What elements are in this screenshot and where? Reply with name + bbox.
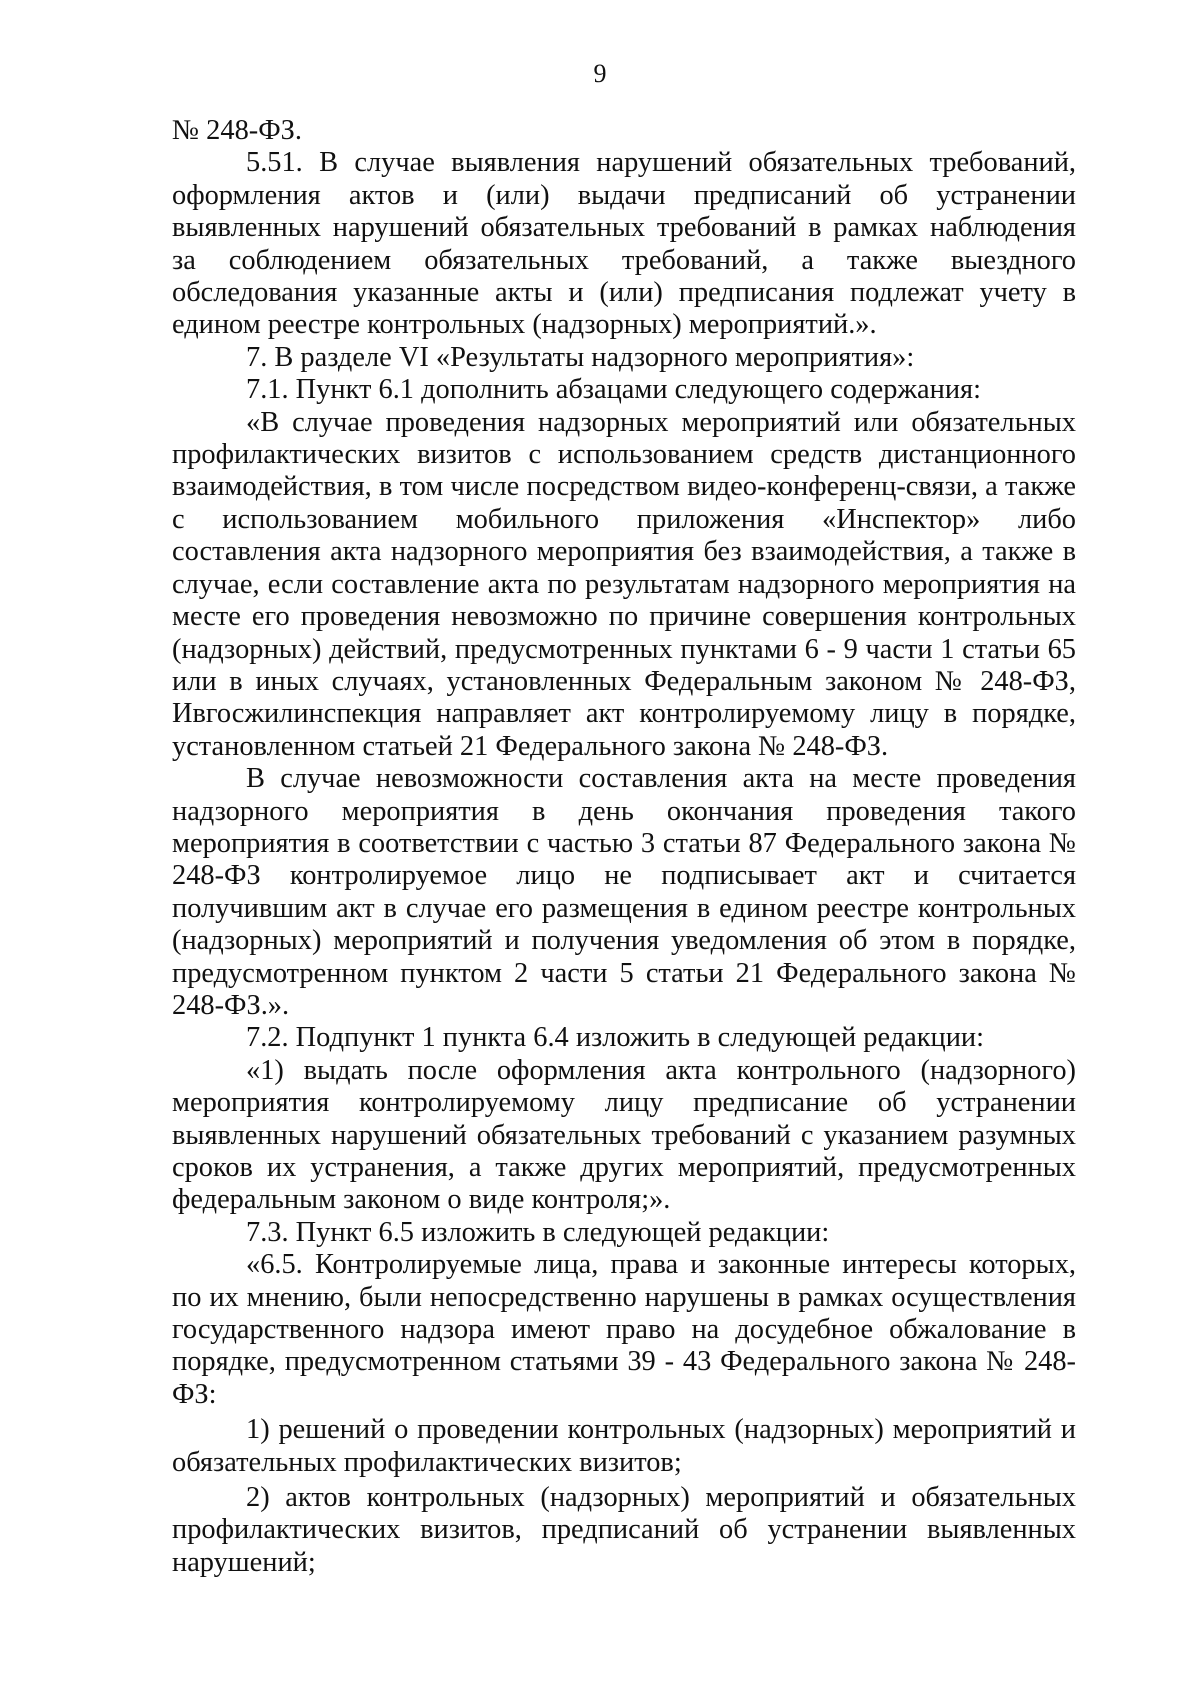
- paragraph-7-2: 7.2. Подпункт 1 пункта 6.4 изложить в следующей редакции:: [246, 1022, 985, 1054]
- paragraph-law-ref: № 248-ФЗ.: [172, 115, 302, 146]
- paragraph-5-51: 5.51. В случае выявления нарушений обязательных требований, оформления актов и (или) выдачи предписаний об устранении выявленных нарушений обязательных требований в рамках наблюдения за соблюдением обязательных требований, а также выездного обследования указанные акты и (или) предписания подлежат учету в едином реестре контрольных (надзорных) мероприятий.».: [172, 147, 1076, 341]
- paragraph-7-3: 7.3. Пункт 6.5 изложить в следующей редакции:: [246, 1216, 830, 1248]
- paragraph-act-impossible: В случае невозможности составления акта на месте проведения надзорного мероприятия в день окончания проведения такого мероприятия в соответствии с частью 3 статьи 87 Федерального закона № 248-ФЗ контролируемое лицо не подписывает акт и считается получившим акт в случае его размещения в едином реестре контрольных (надзорных) мероприятий и получения уведомления об этом в порядке, предусмотренном пунктом 2 части 5 статьи 21 Федерального закона № 248-ФЗ.».: [172, 763, 1076, 1021]
- paragraph-subpoint-1: «1) выдать после оформления акта контрольного (надзорного) мероприятия контролируемому лицу предписание об устранении выявленных нарушений обязательных требований с указанием разумных сроков их устранения, а также других мероприятий, предусмотренных федеральным законом о виде контроля;».: [172, 1054, 1076, 1216]
- paragraph-remote-inspection: «В случае проведения надзорных мероприятий или обязательных профилактических визитов с использованием средств дистанционного взаимодействия, в том числе посредством видео-конференц-связи, а также с использованием мобильного приложения «Инспектор» либо составления акта надзорного мероприятия без взаимодействия, а также в случае, если составление акта по результатам надзорного мероприятия на месте его проведения невозможно по причине совершения контрольных (надзорных) действий, предусмотренных пунктами 6 - 9 части 1 статьи 65 или в иных случаях, установленных Федеральным законом № 248-ФЗ, Ивгосжилинспекция направляет акт контролируемому лицу в порядке, установленном статьей 21 Федерального закона № 248-ФЗ.: [172, 406, 1076, 762]
- paragraph-6-5: «6.5. Контролируемые лица, права и законные интересы которых, по их мнению, были непосредственно нарушены в рамках осуществления государственного надзора имеют право на досудебное обжалование в порядке, предусмотренном статьями 39 - 43 Федерального закона № 248-ФЗ:: [172, 1249, 1076, 1410]
- page-number: 9: [593, 59, 607, 88]
- paragraph-section-7: 7. В разделе VI «Результаты надзорного мероприятия»:: [246, 341, 915, 373]
- list-item-1: 1) решений о проведении контрольных (надзорных) мероприятий и обязательных профилактических визитов;: [172, 1414, 1076, 1478]
- list-item-2: 2) актов контрольных (надзорных) мероприятий и обязательных профилактических визитов, предписаний об устранении выявленных нарушений;: [172, 1482, 1076, 1578]
- paragraph-7-1: 7.1. Пункт 6.1 дополнить абзацами следующего содержания:: [246, 374, 981, 406]
- document-body: [172, 115, 1076, 1579]
